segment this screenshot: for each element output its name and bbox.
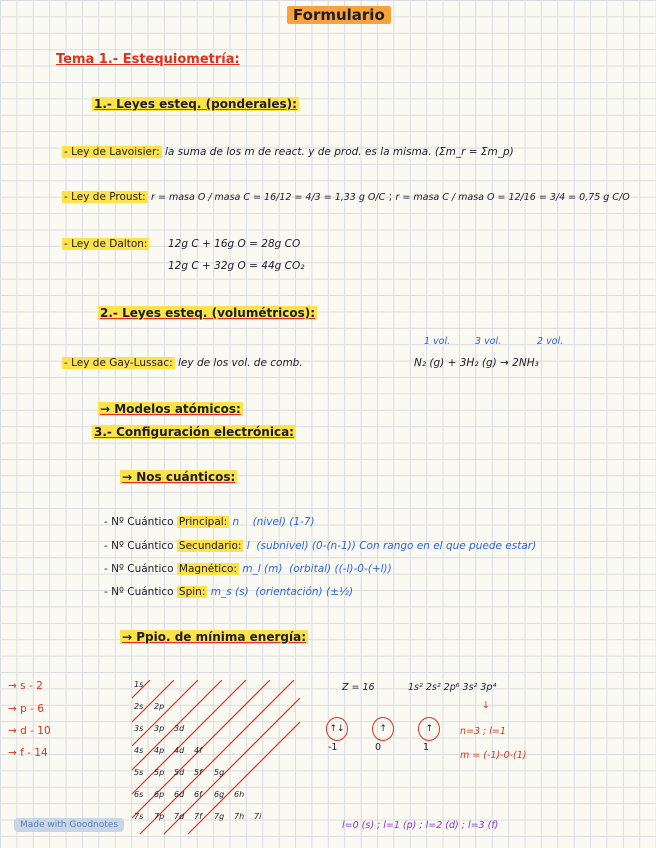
lavoisier-line bbox=[62, 146, 514, 158]
orbital-cell: 5p bbox=[154, 768, 165, 777]
orbital-cell: 7d bbox=[174, 812, 185, 821]
orbital-boxes bbox=[326, 716, 440, 741]
capacity-s: → s - 2 bbox=[8, 680, 43, 692]
dalton-label: - Ley de Dalton: bbox=[64, 238, 148, 250]
gaylussac-text: ley de los vol. de comb. bbox=[178, 357, 303, 369]
section-1-heading: 1.- Leyes esteq. (ponderales): bbox=[94, 97, 297, 111]
ml-1: -1 bbox=[328, 742, 338, 753]
gaylussac-equation: N₂ (g) + 3H₂ (g) → 2NH₃ bbox=[414, 357, 539, 369]
down-arrow-icon: ↓ bbox=[482, 700, 490, 711]
orbital-3: ↑ bbox=[418, 717, 440, 741]
orbital-cell: 5d bbox=[174, 768, 185, 777]
capacity-p: → p - 6 bbox=[8, 703, 44, 715]
orbital-cell: 6h bbox=[234, 790, 245, 799]
gaylussac-vol-2: 3 vol. bbox=[475, 336, 502, 347]
lavoisier-text: la suma de los m de react. y de prod. es la misma. bbox=[164, 146, 432, 158]
section-3-heading: 3.- Configuración electrónica: bbox=[94, 425, 294, 439]
goodnotes-badge: Made with Goodnotes bbox=[14, 818, 124, 832]
capacity-d: → d - 10 bbox=[8, 725, 51, 737]
quantum-magnetico: - Nº Cuántico Magnético: m_l (m) (orbital) ((-l)-0-(+l)) bbox=[104, 563, 392, 575]
quantum-principal: - Nº Cuántico Principal: n (nivel) (1-7) bbox=[104, 516, 315, 528]
proust-separator: ; bbox=[388, 191, 393, 203]
madelung-diagram bbox=[130, 680, 300, 840]
tema-heading: Tema 1.- Estequiometría: bbox=[56, 52, 240, 67]
orbital-cell: 6p bbox=[154, 790, 165, 799]
ppio-heading: → Ppio. de mínima energía: bbox=[122, 630, 307, 644]
ml-3: 1 bbox=[423, 742, 430, 753]
orbital-cell: 3s bbox=[134, 724, 144, 733]
dalton-line-1: 12g C + 16g O = 28g CO bbox=[168, 238, 301, 250]
orbital-cell: 3d bbox=[174, 724, 185, 733]
orbital-cell: 7f bbox=[194, 812, 202, 821]
dalton-line-2: 12g C + 32g O = 44g CO₂ bbox=[168, 260, 305, 272]
lavoisier-label: - Ley de Lavoisier: bbox=[64, 146, 160, 158]
orbital-cell: 6g bbox=[214, 790, 225, 799]
orbital-cell: 4s bbox=[134, 746, 144, 755]
lavoisier-formula: (Σm_r = Σm_p) bbox=[434, 146, 514, 158]
orbital-cell: 7s bbox=[134, 812, 144, 821]
proust-line bbox=[62, 191, 630, 203]
example-z: Z = 16 bbox=[342, 682, 375, 693]
capacity-f: → f - 14 bbox=[8, 747, 48, 759]
section-2-heading: 2.- Leyes esteq. (volumétricos): bbox=[100, 306, 316, 320]
l-values: l=0 (s) ; l=1 (p) ; l=2 (d) ; l=3 (f) bbox=[342, 820, 499, 831]
ml-2: 0 bbox=[375, 742, 382, 753]
orbital-cell: 2p bbox=[154, 702, 165, 711]
orbital-cell: 7g bbox=[214, 812, 225, 821]
example-config: 1s² 2s² 2p⁶ 3s² 3p⁴ bbox=[408, 682, 497, 693]
orbital-cell: 2s bbox=[134, 702, 144, 711]
example-nl: n=3 ; l=1 bbox=[460, 726, 506, 737]
quantum-secundario: - Nº Cuántico Secundario: l (subnivel) (0-(n-1)) Con rango en el que puede estar) bbox=[104, 540, 537, 552]
gaylussac-line bbox=[62, 357, 303, 369]
gaylussac-label: - Ley de Gay-Lussac: bbox=[64, 357, 173, 369]
orbital-cell: 7p bbox=[154, 812, 165, 821]
gaylussac-vol-1: 1 vol. bbox=[424, 336, 451, 347]
gaylussac-vol-3: 2 vol. bbox=[537, 336, 564, 347]
orbital-cell: 1s bbox=[134, 680, 144, 689]
orbital-cell: 6s bbox=[134, 790, 144, 799]
proust-label: - Ley de Proust: bbox=[64, 191, 146, 203]
orbital-cell: 6f bbox=[194, 790, 202, 799]
orbital-cell: 7h bbox=[234, 812, 245, 821]
orbital-1: ↑↓ bbox=[326, 717, 348, 741]
orbital-2: ↑ bbox=[372, 717, 394, 741]
orbital-cell: 3p bbox=[154, 724, 165, 733]
example-m: m = (-1)-0-(1) bbox=[460, 750, 527, 761]
orbital-cell: 4p bbox=[154, 746, 165, 755]
modelos-heading: → Modelos atómicos: bbox=[100, 402, 241, 416]
proust-formula-2: r = masa C / masa O = 12/16 = 3/4 = 0,75 g C/O bbox=[395, 192, 630, 203]
quantum-spin: - Nº Cuántico Spin: m_s (s) (orientación) (±½) bbox=[104, 586, 354, 598]
orbital-cell: 5s bbox=[134, 768, 144, 777]
ncuanticos-heading: → Nos cuánticos: bbox=[122, 470, 236, 484]
orbital-cell: 5f bbox=[194, 768, 202, 777]
orbital-cell: 7i bbox=[254, 812, 262, 821]
orbital-cell: 6d bbox=[174, 790, 185, 799]
orbital-cell: 4f bbox=[194, 746, 202, 755]
orbital-cell: 4d bbox=[174, 746, 185, 755]
orbital-cell: 5g bbox=[214, 768, 225, 777]
page-title: Formulario bbox=[287, 6, 391, 24]
proust-formula-1: r = masa O / masa C = 16/12 = 4/3 = 1,33 g O/C bbox=[151, 192, 386, 203]
